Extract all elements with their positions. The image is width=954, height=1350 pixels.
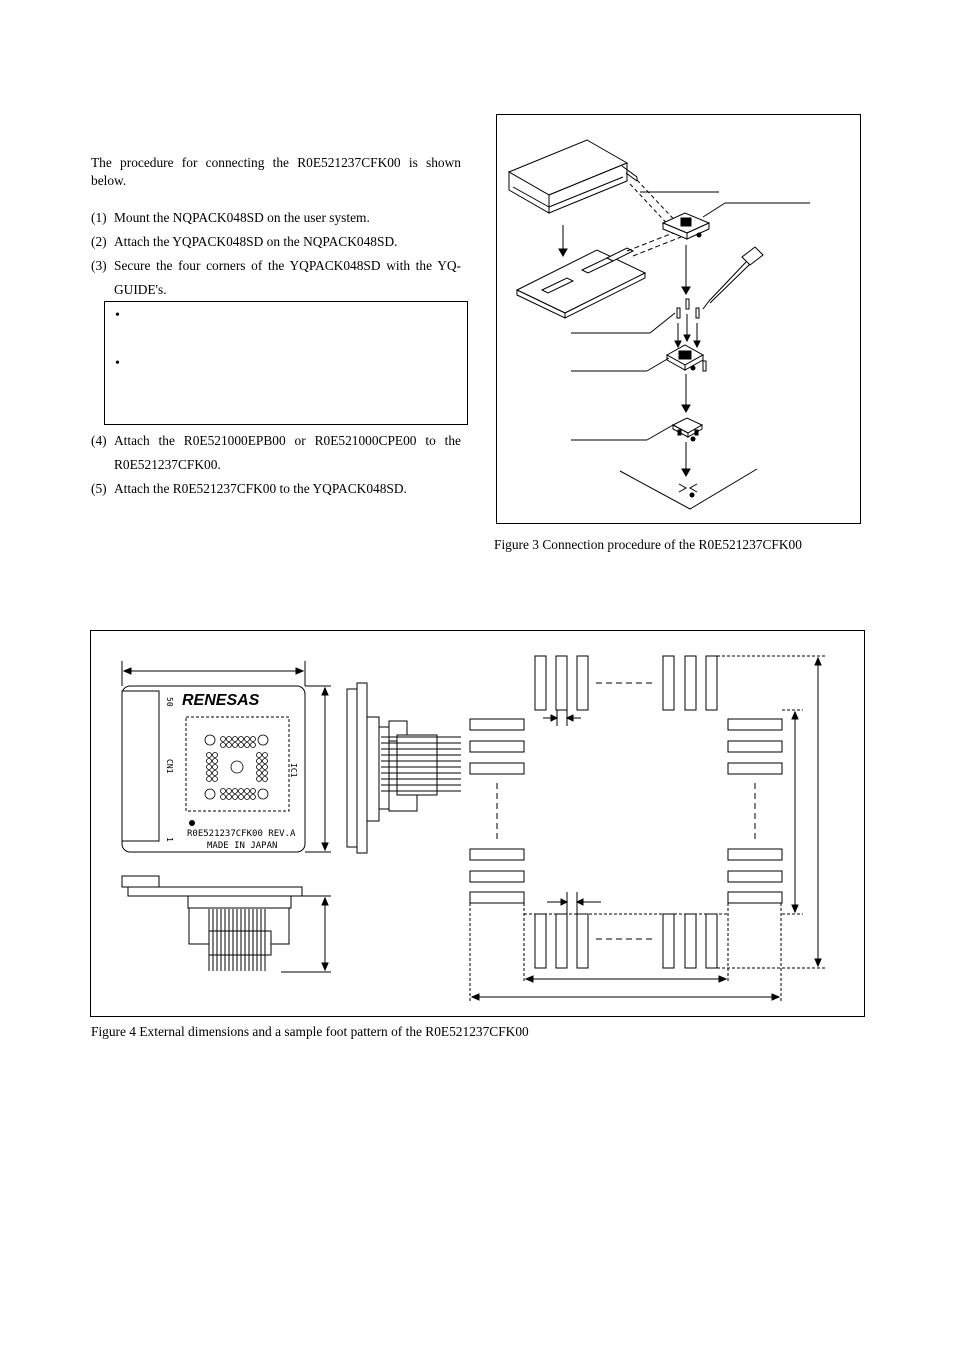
step-2 (91, 230, 461, 254)
step-5 (91, 477, 461, 501)
step-text: Attach the R0E521000EPB00 or R0E521000CPE00 to the R0E521237CFK00. (114, 433, 461, 472)
ic-label-ic1: IC1 (289, 763, 298, 778)
note-bullet: • (115, 356, 120, 371)
note-box (104, 301, 468, 425)
figure-4-caption: Figure 4 External dimensions and a sample foot pattern of the R0E521237CFK00 (91, 1024, 529, 1039)
step-3 (91, 254, 461, 302)
step-number: (3) (91, 258, 107, 273)
figure-3-caption: Figure 3 Connection procedure of the R0E521237CFK00 (494, 537, 802, 552)
step-text: Mount the NQPACK048SD on the user system. (114, 210, 370, 225)
pin-label-1: 1 (165, 837, 174, 842)
pin-label-50: 50 (165, 697, 174, 707)
step-4 (91, 429, 461, 477)
connection-illustration (497, 115, 860, 523)
renesas-logo: RENESAS (182, 692, 260, 709)
intro-paragraph: The procedure for connecting the R0E521237CFK00 is shown below. (91, 155, 461, 188)
step-number: (5) (91, 481, 107, 496)
step-text: Attach the YQPACK048SD on the NQPACK048SD. (114, 234, 398, 249)
step-1 (91, 206, 461, 230)
step-text: Secure the four corners of the YQPACK048SD with the YQ-GUIDE's. (114, 258, 461, 297)
step-text: Attach the R0E521237CFK00 to the YQPACK048SD. (114, 481, 407, 496)
step-number: (2) (91, 234, 107, 249)
board-part-label: R0E521237CFK00 REV.A (187, 829, 296, 839)
connector-label-cn1: CN1 (165, 759, 174, 774)
board-made-label: MADE IN JAPAN (207, 841, 278, 851)
dimensions-drawing (91, 631, 864, 1016)
step-number: (1) (91, 210, 107, 225)
note-bullet: • (115, 308, 120, 323)
step-number: (4) (91, 433, 107, 448)
figure-3-connection-procedure (496, 114, 861, 524)
figure-4-dimensions (90, 630, 865, 1017)
